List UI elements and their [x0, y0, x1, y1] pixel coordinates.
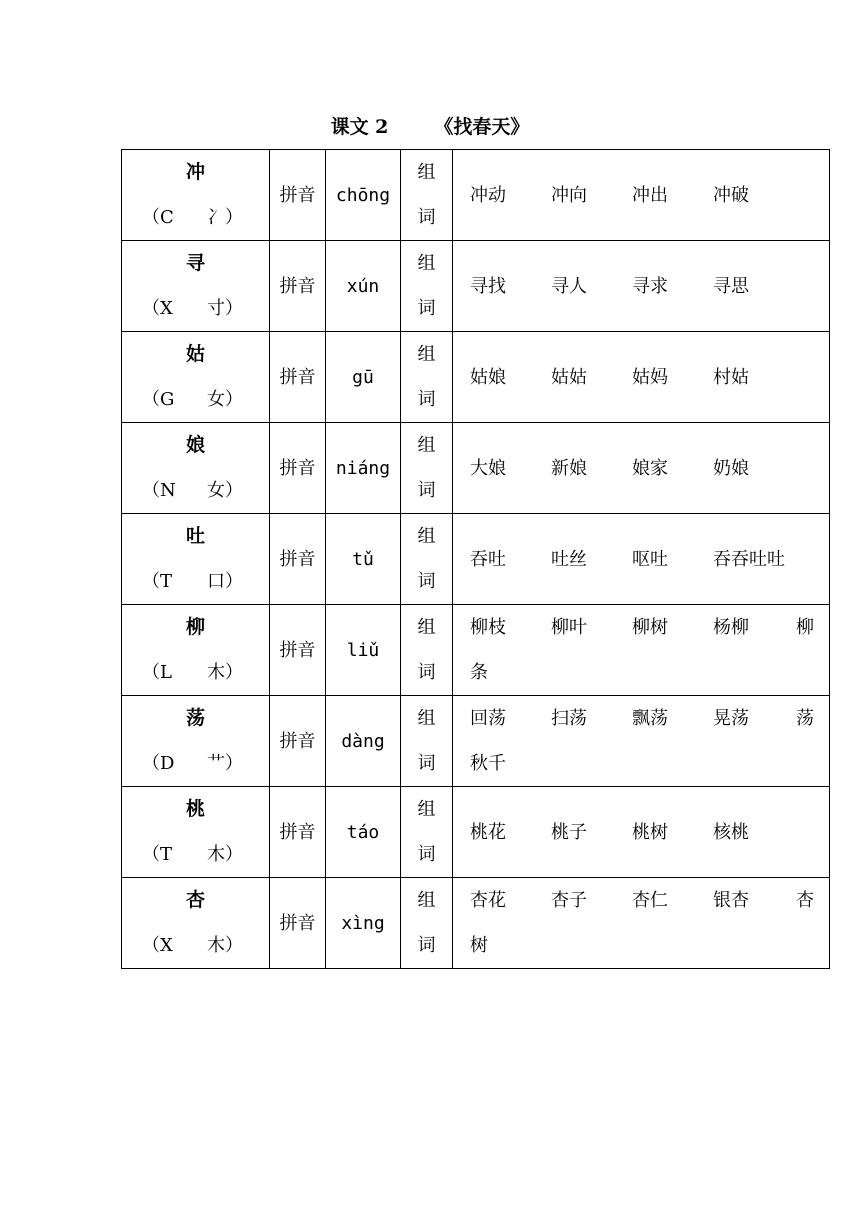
character-cell: [122, 514, 270, 605]
word-item: 晃荡: [713, 708, 749, 729]
character-hint: [122, 923, 269, 968]
word-item-partial: 柳: [796, 617, 814, 638]
character-hint: [122, 377, 269, 422]
table-row: [122, 878, 830, 969]
word-item-continuation: 秋千: [470, 753, 506, 774]
word-item: 呕吐: [632, 548, 668, 570]
word-item: 杨柳: [713, 617, 749, 638]
pinyin-label: 拼音: [270, 150, 326, 241]
word-item: 杏子: [551, 890, 587, 911]
word-item: 姑娘: [470, 366, 506, 388]
pinyin-value: chōng: [326, 150, 401, 241]
character-cell: [122, 332, 270, 423]
word-item: 奶娘: [713, 457, 749, 479]
word-list: [470, 150, 814, 240]
word-item: 冲动: [470, 184, 506, 206]
word-item: 姑姑: [551, 366, 587, 388]
character-hint: [122, 650, 269, 695]
pinyin-label: 拼音: [270, 423, 326, 514]
word-list: [470, 878, 814, 968]
word-item: 新娘: [551, 457, 587, 479]
word-item: 扫荡: [551, 708, 587, 729]
pinyin-value: niáng: [326, 423, 401, 514]
zuci-label: [401, 423, 453, 514]
zuci-label-bottom: 词: [417, 753, 436, 774]
pinyin-value: xún: [326, 241, 401, 332]
character-cell: [122, 423, 270, 514]
character-hint: [122, 468, 269, 513]
word-item: 吞吐: [470, 548, 506, 570]
word-list-cell: [453, 878, 830, 969]
zuci-label-top: 组: [417, 344, 436, 365]
zuci-label-top: 组: [417, 253, 436, 274]
zuci-label-top: 组: [417, 435, 436, 456]
word-item: 杏仁: [632, 890, 668, 911]
zuci-label-top: 组: [417, 526, 436, 547]
zuci-label: [401, 787, 453, 878]
table-row: [122, 150, 830, 241]
table-row: [122, 332, 830, 423]
zuci-label-bottom: 词: [417, 207, 436, 228]
zuci-label-bottom: 词: [417, 298, 436, 319]
character-cell: [122, 878, 270, 969]
table-row: [122, 514, 830, 605]
word-list: [470, 605, 814, 695]
pinyin-label: 拼音: [270, 514, 326, 605]
word-item: 寻求: [632, 275, 668, 297]
zuci-label-top: 组: [417, 162, 436, 183]
pinyin-value: dàng: [326, 696, 401, 787]
character-cell: [122, 241, 270, 332]
hint-radical: 寸）: [207, 298, 243, 319]
word-list-cell: [453, 787, 830, 878]
word-item: 村姑: [713, 366, 749, 388]
character-hint: [122, 559, 269, 604]
word-item: 回荡: [470, 708, 506, 729]
character: 寻: [185, 252, 205, 274]
word-item: 桃子: [551, 821, 587, 843]
vocabulary-table: [121, 149, 830, 969]
character: 吐: [185, 525, 205, 547]
hint-radical: 木）: [207, 662, 243, 683]
pinyin-label: 拼音: [270, 787, 326, 878]
table-row: [122, 696, 830, 787]
character-hint: [122, 286, 269, 331]
pinyin-value: tǔ: [326, 514, 401, 605]
hint-letter: （T: [142, 844, 173, 865]
word-item: 吐丝: [551, 548, 587, 570]
word-item-partial: 荡: [796, 708, 814, 729]
word-item: 桃树: [632, 821, 668, 843]
zuci-label-top: 组: [417, 708, 436, 729]
word-item: 寻人: [551, 275, 587, 297]
table-row: [122, 605, 830, 696]
word-list-cell: [453, 696, 830, 787]
character: 柳: [185, 616, 205, 638]
zuci-label-top: 组: [417, 617, 436, 638]
word-item: 桃花: [470, 821, 506, 843]
lesson-number: 课文 2: [330, 116, 389, 138]
character-hint: [122, 741, 269, 786]
character-cell: [122, 787, 270, 878]
lesson-name: 《找春天》: [434, 116, 530, 138]
word-list: [470, 423, 814, 513]
character-cell: [122, 696, 270, 787]
word-list: [470, 787, 814, 877]
hint-letter: （G: [142, 389, 175, 410]
character: 娘: [185, 434, 205, 456]
zuci-label-bottom: 词: [417, 935, 436, 956]
word-item-partial: 杏: [796, 890, 814, 911]
table-row: [122, 241, 830, 332]
zuci-label: [401, 878, 453, 969]
pinyin-label: 拼音: [270, 605, 326, 696]
table-row: [122, 423, 830, 514]
word-list-cell: [453, 332, 830, 423]
hint-radical: 艹）: [207, 753, 243, 774]
word-item: 柳叶: [551, 617, 587, 638]
hint-letter: （X: [142, 935, 173, 956]
zuci-label-bottom: 词: [417, 480, 436, 501]
pinyin-value: gū: [326, 332, 401, 423]
word-item: 核桃: [713, 821, 749, 843]
word-item: 冲向: [551, 184, 587, 206]
zuci-label-bottom: 词: [417, 571, 436, 592]
word-list-cell: [453, 423, 830, 514]
word-item: 姑妈: [632, 366, 668, 388]
word-item: 寻找: [470, 275, 506, 297]
word-item: 杏花: [470, 890, 506, 911]
character-hint: [122, 195, 269, 240]
hint-radical: 女）: [207, 480, 243, 501]
hint-radical: 口）: [207, 571, 243, 592]
zuci-label: [401, 696, 453, 787]
word-list: [470, 332, 814, 422]
zuci-label-bottom: 词: [417, 389, 436, 410]
character-cell: [122, 150, 270, 241]
word-item: 飘荡: [632, 708, 668, 729]
word-item: 柳枝: [470, 617, 506, 638]
character: 杏: [185, 889, 205, 911]
zuci-label-bottom: 词: [417, 844, 436, 865]
word-item-continuation: 树: [470, 935, 488, 956]
zuci-label: [401, 241, 453, 332]
hint-radical: 冫）: [207, 207, 243, 228]
hint-letter: （L: [142, 662, 172, 683]
pinyin-label: 拼音: [270, 332, 326, 423]
pinyin-value: liǔ: [326, 605, 401, 696]
word-list-cell: [453, 150, 830, 241]
character: 姑: [185, 343, 205, 365]
word-item: 娘家: [632, 457, 668, 479]
zuci-label-top: 组: [417, 799, 436, 820]
hint-letter: （X: [142, 298, 173, 319]
word-list-cell: [453, 514, 830, 605]
word-item-continuation: 条: [470, 662, 488, 683]
hint-radical: 女）: [207, 389, 243, 410]
hint-letter: （C: [142, 207, 174, 228]
character-hint: [122, 832, 269, 877]
word-item: 柳树: [632, 617, 668, 638]
pinyin-label: 拼音: [270, 878, 326, 969]
word-list: [470, 241, 814, 331]
word-list-cell: [453, 241, 830, 332]
word-list-cell: [453, 605, 830, 696]
word-item: 冲破: [713, 184, 749, 206]
hint-letter: （T: [142, 571, 173, 592]
character-cell: [122, 605, 270, 696]
word-list: [470, 696, 814, 786]
table-row: [122, 787, 830, 878]
hint-letter: （D: [142, 753, 175, 774]
word-list: [470, 514, 814, 604]
hint-radical: 木）: [207, 844, 243, 865]
word-item: 吞吞吐吐: [713, 548, 785, 570]
character: 冲: [185, 161, 205, 183]
character: 桃: [185, 798, 205, 820]
pinyin-value: xìng: [326, 878, 401, 969]
character: 荡: [185, 707, 205, 729]
zuci-label-top: 组: [417, 890, 436, 911]
zuci-label: [401, 332, 453, 423]
pinyin-label: 拼音: [270, 241, 326, 332]
hint-letter: （N: [142, 480, 176, 501]
pinyin-label: 拼音: [270, 696, 326, 787]
page-title: [0, 114, 860, 140]
zuci-label: [401, 150, 453, 241]
pinyin-value: táo: [326, 787, 401, 878]
word-item: 冲出: [632, 184, 668, 206]
word-item: 大娘: [470, 457, 506, 479]
vocabulary-table-body: [122, 150, 830, 969]
zuci-label: [401, 514, 453, 605]
word-item: 寻思: [713, 275, 749, 297]
hint-radical: 木）: [207, 935, 243, 956]
word-item: 银杏: [713, 890, 749, 911]
zuci-label: [401, 605, 453, 696]
zuci-label-bottom: 词: [417, 662, 436, 683]
